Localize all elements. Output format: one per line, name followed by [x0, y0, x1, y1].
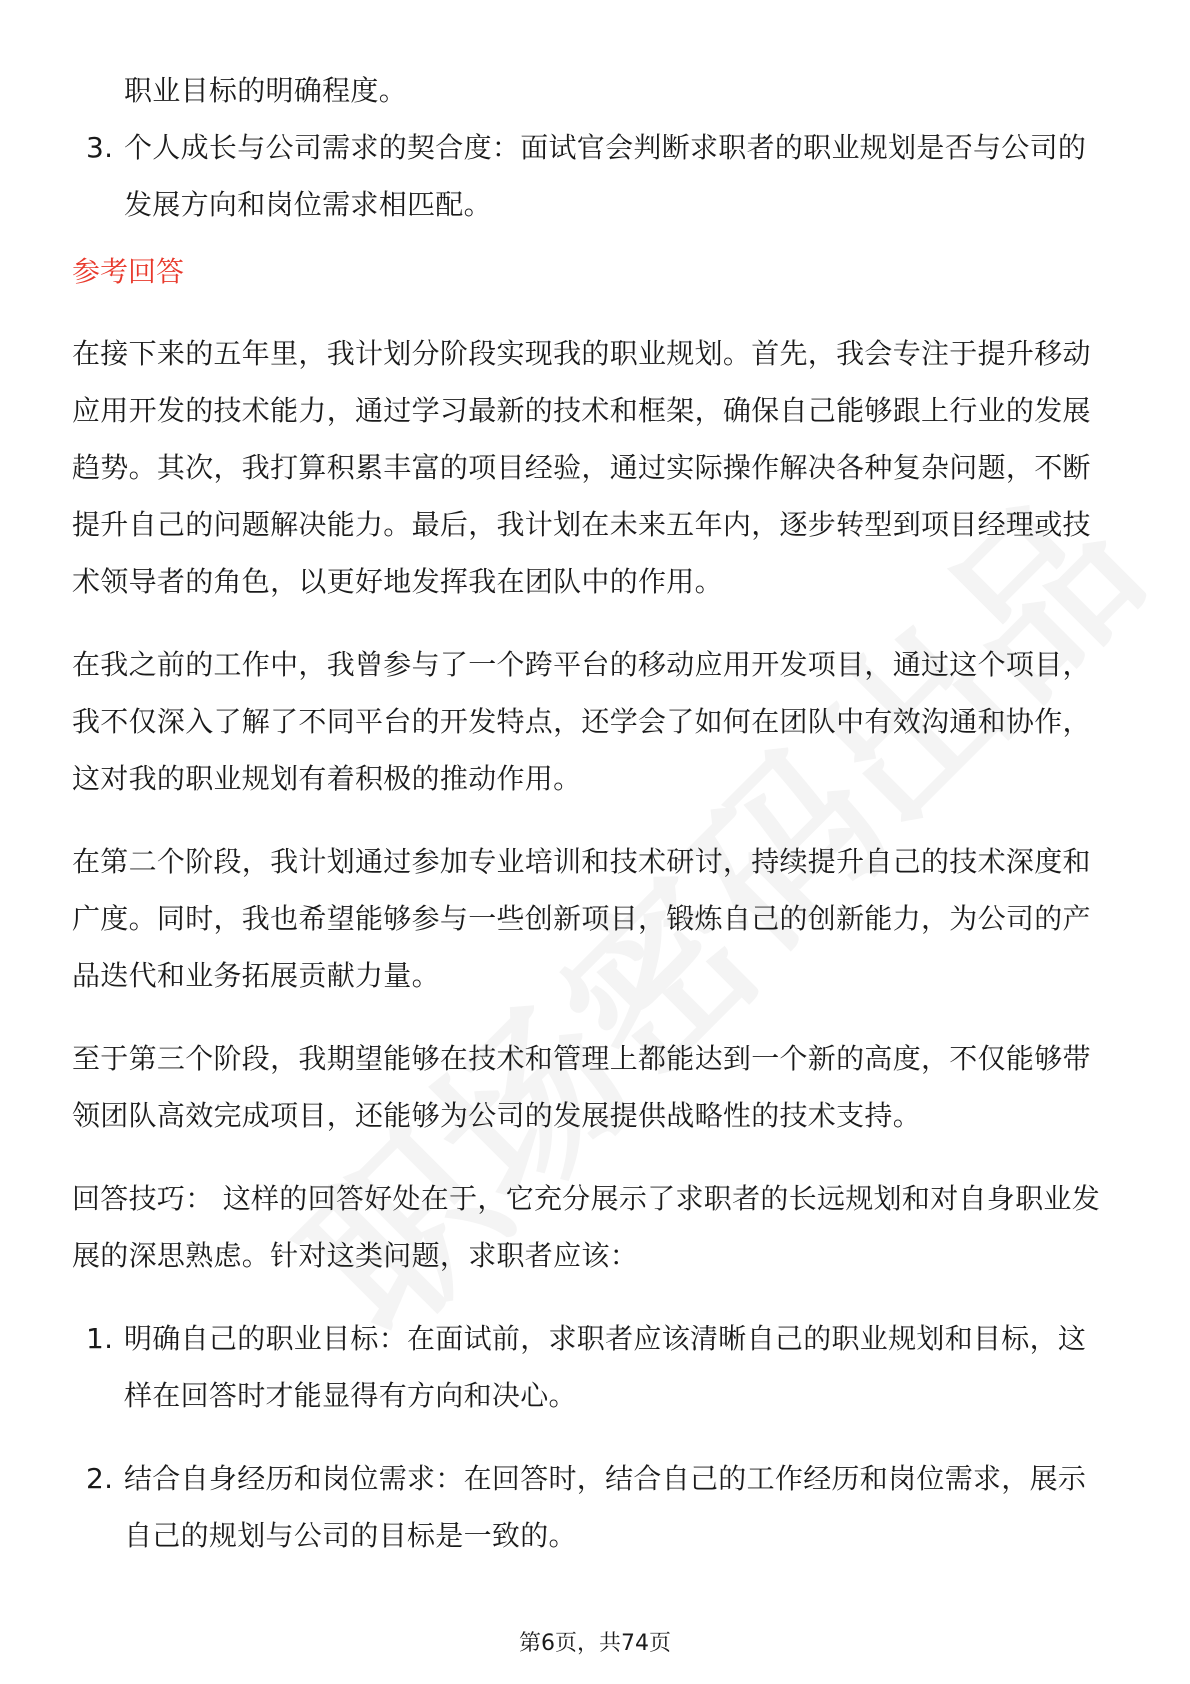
list-item-line: 自己的规划与公司的目标是一致的。: [124, 1519, 577, 1552]
section-title-reference-answer: 参考回答: [72, 255, 185, 288]
paragraph-line: 在第二个阶段，我计划通过参加专业培训和技术研讨，持续提升自己的技术深度和: [72, 845, 1091, 878]
list-number: 2.: [86, 1462, 114, 1495]
answer-paragraph-3: [72, 833, 1122, 1004]
paragraph-line: 展的深思熟虑。针对这类问题，求职者应该：: [72, 1239, 639, 1272]
paragraph-line: 我不仅深入了解了不同平台的开发特点，还学会了如何在团队中有效沟通和协作，: [72, 705, 1091, 738]
answer-paragraph-4: [72, 1030, 1122, 1144]
paragraph-line: 品迭代和业务拓展贡献力量。: [72, 959, 440, 992]
paragraph-line: 这对我的职业规划有着积极的推动作用。: [72, 762, 582, 795]
paragraph-line: 广度。同时，我也希望能够参与一些创新项目，锻炼自己的创新能力，为公司的产: [72, 902, 1091, 935]
list-item-line: 明确自己的职业目标：在面试前，求职者应该清晰自己的职业规划和目标，这: [124, 1322, 1087, 1355]
tips-list-item-1: [72, 1310, 1122, 1424]
list-item-line: 发展方向和岗位需求相匹配。: [124, 188, 492, 221]
tips-paragraph: [72, 1170, 1122, 1284]
page-content: [72, 62, 1122, 1564]
paragraph-line: 回答技巧： 这样的回答好处在于，它充分展示了求职者的长远规划和对自身职业发: [72, 1182, 1101, 1215]
list-item-line: 结合自身经历和岗位需求：在回答时，结合自己的工作经历和岗位需求，展示: [124, 1462, 1087, 1495]
paragraph-line: 术领导者的角色，以更好地发挥我在团队中的作用。: [72, 565, 723, 598]
list-item-continuation: 职业目标的明确程度。: [124, 74, 408, 107]
paragraph-line: 领团队高效完成项目，还能够为公司的发展提供战略性的技术支持。: [72, 1099, 922, 1132]
paragraph-line: 提升自己的问题解决能力。最后，我计划在未来五年内，逐步转型到项目经理或技: [72, 508, 1091, 541]
list-item-line: 样在回答时才能显得有方向和决心。: [124, 1379, 577, 1412]
list-number: 1.: [86, 1322, 114, 1355]
list-item-line: 个人成长与公司需求的契合度：面试官会判断求职者的职业规划是否与公司的: [124, 131, 1087, 164]
paragraph-line: 趋势。其次，我打算积累丰富的项目经验，通过实际操作解决各种复杂问题，不断: [72, 451, 1091, 484]
answer-paragraph-1: [72, 325, 1122, 610]
page-number: 第6页，共74页: [519, 1631, 671, 1656]
tips-list-item-2: [72, 1450, 1122, 1564]
list-number: 3.: [86, 131, 114, 164]
paragraph-line: 至于第三个阶段，我期望能够在技术和管理上都能达到一个新的高度，不仅能够带: [72, 1042, 1091, 1075]
paragraph-line: 在接下来的五年里，我计划分阶段实现我的职业规划。首先，我会专注于提升移动: [72, 337, 1091, 370]
paragraph-line: 应用开发的技术能力，通过学习最新的技术和框架，确保自己能够跟上行业的发展: [72, 394, 1091, 427]
list-item-3: [72, 119, 1122, 233]
paragraph-line: 在我之前的工作中，我曾参与了一个跨平台的移动应用开发项目，通过这个项目，: [72, 648, 1091, 681]
answer-paragraph-2: [72, 636, 1122, 807]
